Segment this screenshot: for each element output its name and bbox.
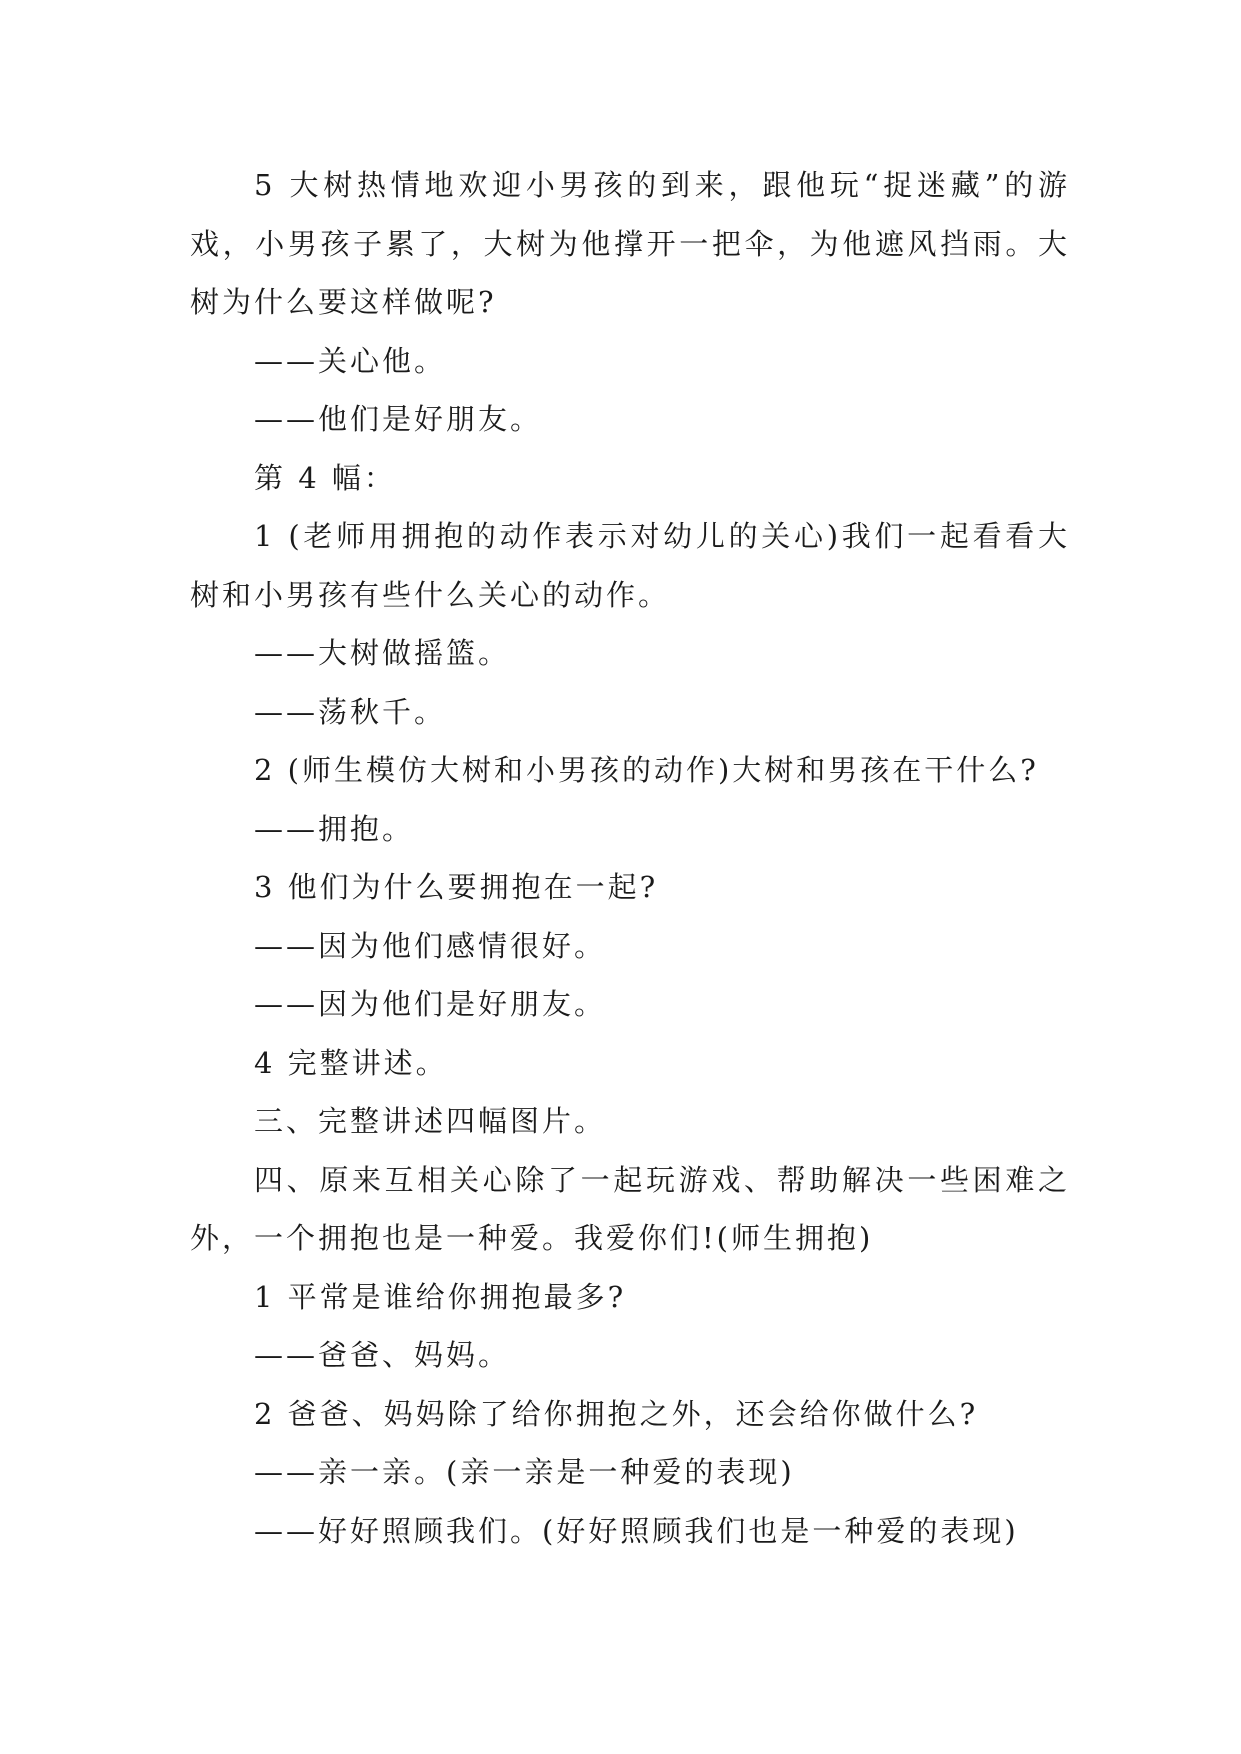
- document-body: [190, 156, 1070, 1560]
- paragraph: ——因为他们是好朋友。: [254, 987, 607, 1021]
- paragraph: ——拥抱。: [254, 811, 415, 846]
- section-heading: 第 4 幅：: [254, 460, 396, 495]
- paragraph: 1 (老师用拥抱的动作表示对幼儿的关心)我们一起看看大树和小男孩有些什么关心的动作。: [190, 519, 1070, 612]
- paragraph: ——爸爸、妈妈。: [254, 1338, 511, 1372]
- paragraph: 四、原来互相关心除了一起玩游戏、帮助解决一些困难之外，一个拥抱也是一种爱。我爱你们!(师生拥抱): [190, 1162, 1070, 1255]
- paragraph: 5 大树热情地欢迎小男孩的到来，跟他玩“捉迷藏”的游戏，小男孩子累了，大树为他撑开一把伞，为他遮风挡雨。大树为什么要这样做呢?: [190, 168, 1070, 319]
- paragraph: ——因为他们感情很好。: [254, 928, 607, 963]
- paragraph: 3 他们为什么要拥抱在一起?: [254, 870, 659, 904]
- paragraph: 2 (师生模仿大树和小男孩的动作)大树和男孩在干什么?: [254, 753, 1039, 787]
- paragraph: ——关心他。: [254, 343, 447, 378]
- paragraph: 2 爸爸、妈妈除了给你拥抱之外，还会给你做什么?: [254, 1396, 979, 1431]
- paragraph: ——好好照顾我们。(好好照顾我们也是一种爱的表现): [254, 1513, 1019, 1548]
- paragraph: ——他们是好朋友。: [254, 402, 543, 436]
- paragraph: ——荡秋千。: [254, 694, 447, 729]
- paragraph: ——亲一亲。(亲一亲是一种爱的表现): [254, 1455, 795, 1489]
- paragraph: ——大树做摇篮。: [254, 636, 511, 670]
- paragraph: 4 完整讲述。: [254, 1045, 448, 1080]
- paragraph: 三、完整讲述四幅图片。: [254, 1104, 607, 1138]
- paragraph: 1 平常是谁给你拥抱最多?: [254, 1279, 627, 1314]
